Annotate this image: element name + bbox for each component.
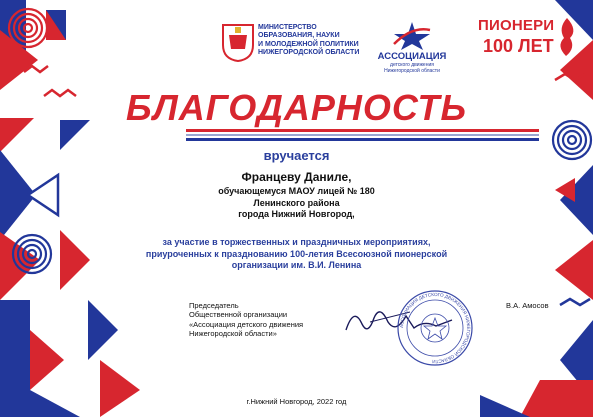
awarded-label: вручается: [263, 148, 330, 163]
signatory-name: В.А. Амосов: [506, 301, 549, 310]
recipient-name: Францеву Даниле,: [241, 170, 352, 184]
ministry-line: И МОЛОДЕЖНОЙ ПОЛИТИКИ: [258, 40, 359, 48]
association-name: АССОЦИАЦИЯ: [377, 51, 447, 62]
reason-line: приуроченных к празднованию 100-летия Всесоюзной пионерской: [145, 248, 448, 259]
recipient-details: [0, 186, 593, 221]
right-zigzag-2: [560, 299, 590, 305]
title-stripe-light: [186, 134, 539, 136]
signatory-line: Общественной организации: [189, 310, 288, 320]
ministry-line: МИНИСТЕРСТВО: [258, 24, 317, 31]
ministry-block: [258, 24, 359, 58]
association-star-icon: [390, 20, 434, 50]
official-stamp: [395, 288, 475, 368]
title-stripe-blue: [186, 138, 539, 141]
reason-line: организации им. В.И. Ленина: [231, 260, 362, 270]
title-stripe-red: [186, 129, 539, 132]
ministry-line: НИЖЕГОРОДСКОЙ ОБЛАСТИ: [258, 49, 360, 57]
association-subtitle: [367, 62, 457, 74]
association-subtitle-line: детского движения: [390, 62, 434, 68]
left-concentric-circle-top: [9, 9, 47, 47]
left-red-triangle-6: [100, 360, 140, 417]
signatory-line: «Ассоциация детского движения: [189, 319, 304, 329]
signatory-line: Председатель: [189, 301, 239, 310]
reason-block: [0, 237, 593, 272]
pioneer-flame-icon: [554, 16, 580, 58]
region-coat-of-arms-icon: [219, 21, 257, 63]
left-red-triangle-4: [30, 330, 64, 390]
pioneer-logo-line1: ПИОНЕРИ: [478, 17, 555, 34]
association-subtitle-line: Нижегородской области: [384, 68, 440, 74]
pioneer-logo-line2: 100 ЛЕТ: [483, 36, 554, 56]
document-title: БЛАГОДАРНОСТЬ: [126, 87, 467, 128]
recipient-line: города Нижний Новгород,: [238, 209, 355, 219]
signatory-line: Нижегородской области»: [189, 328, 277, 338]
recipient-line: обучающемуся МАОУ лицей № 180: [218, 186, 375, 196]
left-blue-triangle-3: [88, 300, 118, 360]
recipient-line: Ленинского района: [253, 197, 340, 208]
ministry-line: ОБРАЗОВАНИЯ, НАУКИ: [258, 32, 340, 40]
reason-line: за участие в торжественных и праздничных мероприятиях,: [162, 237, 431, 247]
stamp-text: АССОЦИАЦИЯ ДЕТСКОГО ДВИЖЕНИЯ НИЖЕГОРОДСКОЙ ОБЛАСТИ: [398, 291, 472, 365]
footer-place-year: г.Нижний Новгород, 2022 год: [246, 397, 347, 406]
signatory-block: [189, 301, 303, 338]
